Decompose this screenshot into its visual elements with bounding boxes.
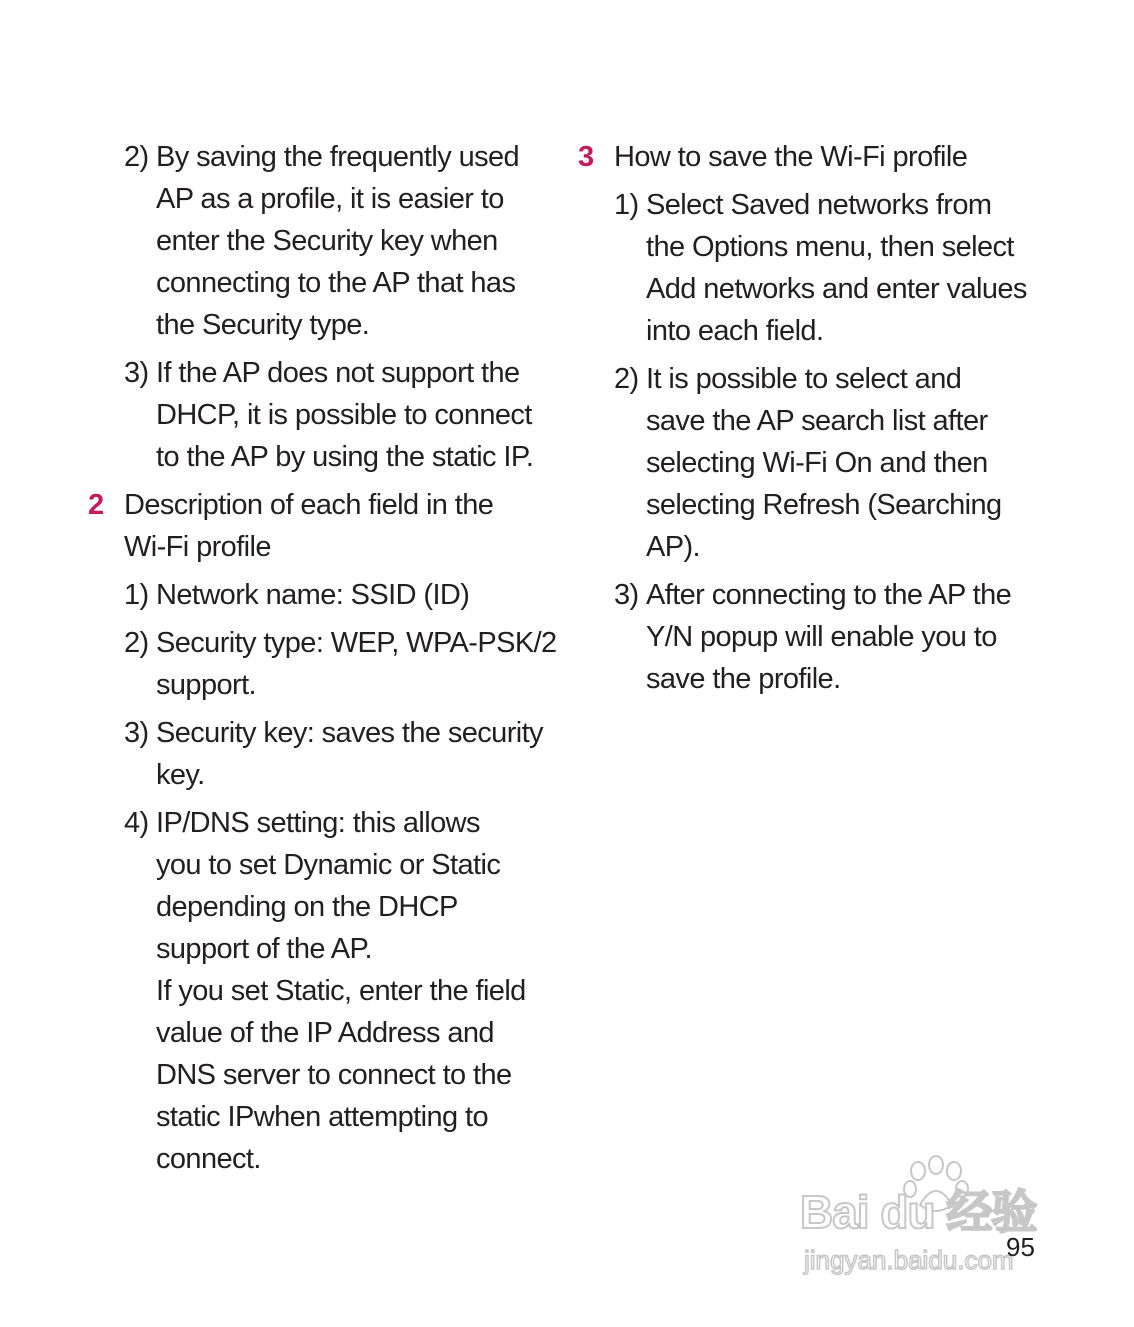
text-line: IP/DNS setting: this allows <box>156 807 480 839</box>
item-number: 3) <box>124 717 149 749</box>
list-item <box>88 712 558 796</box>
text-line: into each field. <box>646 315 824 347</box>
left-column <box>88 136 558 1180</box>
text-line: It is possible to select and <box>646 363 962 395</box>
item-text <box>646 184 1048 352</box>
text-line: AP as a profile, it is easier to <box>156 183 504 215</box>
text-line: Security key: saves the security <box>156 717 543 749</box>
list-item <box>578 574 1048 700</box>
text-line: DHCP, it is possible to connect <box>156 399 532 431</box>
item-number: 2) <box>614 363 639 395</box>
section-heading <box>578 136 1048 178</box>
text-line: Wi-Fi profile <box>124 531 271 563</box>
list-item <box>88 802 558 1180</box>
item-text <box>156 712 558 796</box>
item-number: 2) <box>124 141 149 173</box>
text-line: After connecting to the AP the <box>646 579 1012 611</box>
section-number: 2 <box>88 489 105 521</box>
text-line: the Options menu, then select <box>646 231 1014 263</box>
section-title <box>124 484 558 568</box>
page-number: 95 <box>1006 1232 1035 1262</box>
text-line: the Security type. <box>156 309 370 341</box>
item-text <box>156 574 558 616</box>
text-line: If the AP does not support the <box>156 357 520 389</box>
list-item <box>578 184 1048 352</box>
text-line: value of the IP Address and <box>156 1017 494 1049</box>
item-text <box>646 358 1048 568</box>
right-column <box>578 136 1048 700</box>
text-line: Add networks and enter values <box>646 273 1027 305</box>
list-item <box>88 574 558 616</box>
text-line: static IPwhen attempting to <box>156 1101 488 1133</box>
text-line: connect. <box>156 1143 261 1175</box>
list-item <box>578 358 1048 568</box>
item-number: 3) <box>124 357 149 389</box>
text-line: enter the Security key when <box>156 225 498 257</box>
item-text <box>156 622 558 706</box>
text-line: AP). <box>646 531 700 563</box>
text-line: support of the AP. <box>156 933 373 965</box>
text-line: If you set Static, enter the field <box>156 975 526 1007</box>
watermark-logo: Bai du 经验 <box>800 1186 1037 1238</box>
item-number: 1) <box>614 189 639 221</box>
text-line: save the profile. <box>646 663 841 695</box>
text-line: Network name: SSID (ID) <box>156 579 470 611</box>
text-line: save the AP search list after <box>646 405 988 437</box>
item-text <box>156 352 558 478</box>
item-text <box>156 136 558 346</box>
text-line: Y/N popup will enable you to <box>646 621 997 653</box>
text-line: How to save the Wi-Fi profile <box>614 141 968 173</box>
text-line: By saving the frequently used <box>156 141 520 173</box>
section-heading <box>88 484 558 568</box>
text-line: selecting Refresh (Searching <box>646 489 1002 521</box>
text-line: you to set Dynamic or Static <box>156 849 501 881</box>
item-number: 1) <box>124 579 149 611</box>
item-text <box>156 802 558 1180</box>
text-line: depending on the DHCP <box>156 891 458 923</box>
text-line: to the AP by using the static IP. <box>156 441 534 473</box>
item-number: 4) <box>124 807 149 839</box>
list-item <box>88 622 558 706</box>
watermark-url: jingyan.baidu.com <box>804 1245 1014 1275</box>
text-line: selecting Wi-Fi On and then <box>646 447 988 479</box>
text-line: Security type: WEP, WPA-PSK/2 <box>156 627 557 659</box>
list-item <box>88 136 558 346</box>
text-line: Description of each field in the <box>124 489 494 521</box>
section-number: 3 <box>578 141 595 173</box>
item-number: 3) <box>614 579 639 611</box>
text-line: support. <box>156 669 256 701</box>
list-item <box>88 352 558 478</box>
item-text <box>646 574 1048 700</box>
item-number: 2) <box>124 627 149 659</box>
text-line: connecting to the AP that has <box>156 267 516 299</box>
text-line: Select Saved networks from <box>646 189 992 221</box>
text-line: key. <box>156 759 205 791</box>
baidu-watermark <box>800 1155 1070 1285</box>
section-title <box>614 136 1048 178</box>
text-line: DNS server to connect to the <box>156 1059 512 1091</box>
